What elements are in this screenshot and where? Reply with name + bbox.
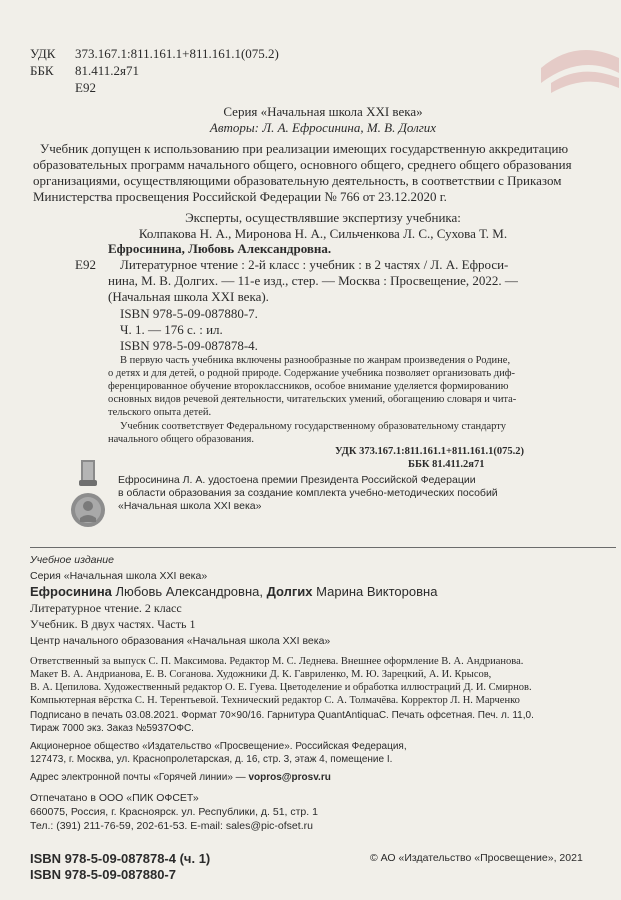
approval-line: Министерства просвещения Российской Федерации № 766 от 23.12.2020 г. <box>33 189 447 204</box>
printer-line: 660075, Россия, г. Красноярск. ул. Республики, д. 51, стр. 1 <box>30 806 318 818</box>
approval-line: Учебник допущен к использованию при реализации имеющих государственную аккредитацию <box>40 141 569 156</box>
separator-rule <box>30 547 616 548</box>
bbk-value: 81.411.2я71 <box>75 63 139 78</box>
printer-line: Отпечатано в ООО «ПИК ОФСЕТ» <box>30 792 199 804</box>
approval-line: образовательных программ начального общего, основного общего, среднего общего образования <box>33 157 572 172</box>
card-isbn2: ISBN 978-5-09-087878-4. <box>120 338 258 353</box>
annotation-line: Учебник соответствует Федеральному государственному образовательному стандарту <box>120 421 506 432</box>
colophon-center: Центр начального образования «Начальная школа XXI века» <box>30 635 331 647</box>
credits-line: Ответственный за выпуск С. П. Максимова. Редактор М. С. Леднева. Внешнее оформление В. А. Андрианова. <box>30 656 524 667</box>
colophon-authors <box>30 584 437 600</box>
colophon-subtitle: Учебник. В двух частях. Часть 1 <box>30 617 196 631</box>
annotation-line: о детях и для детей, о родной природе. Содержание учебника позволяет организовать диф- <box>108 368 516 379</box>
hotline-label: Адрес электронной почты «Горячей линии» — <box>30 772 249 783</box>
print-info-line: Тираж 7000 экз. Заказ №5937ОФС. <box>30 723 194 734</box>
annotation-line: В первую часть учебника включены разнообразные по жанрам произведения о Родине, <box>120 355 511 366</box>
annotation-line: ференцированное обучение второклассников, особое внимание уделяется формированию <box>108 381 509 392</box>
card-bbk: ББК 81.411.2я71 <box>408 459 485 470</box>
colophon-series: Серия «Начальная школа XXI века» <box>30 570 208 582</box>
award-line: Ефросинина Л. А. удостоена премии Президента Российской Федерации <box>118 474 476 486</box>
card-line: Литературное чтение : 2-й класс : учебник : в 2 частях / Л. А. Ефроси- <box>120 257 509 272</box>
author2-name: Марина Викторовна <box>312 584 438 599</box>
hotline-email-link[interactable]: vopros@prosv.ru <box>248 772 331 783</box>
annotation-line: тельского опыта детей. <box>108 407 212 418</box>
udk-label: УДК <box>30 46 56 61</box>
card-isbn1: ISBN 978-5-09-087880-7. <box>120 306 258 321</box>
card-line: нина, М. В. Долгих. — 11-е изд., стер. — Москва : Просвещение, 2022. — <box>108 273 518 288</box>
author1-surname: Ефросинина <box>30 584 112 599</box>
printer-line: Тел.: (391) 211-76-59, 202-61-53. E-mail: sales@pic-ofset.ru <box>30 820 313 832</box>
colophon-title: Литературное чтение. 2 класс <box>30 601 182 615</box>
publisher-line: 127473, г. Москва, ул. Краснопролетарская, д. 16, стр. 3, этаж 4, помещение I. <box>30 754 393 765</box>
publisher-line: Акционерное общество «Издательство «Просвещение». Российская Федерация, <box>30 741 407 752</box>
isbn-part1: ISBN 978-5-09-087878-4 (ч. 1) <box>30 851 211 866</box>
card-part: Ч. 1. — 176 с. : ил. <box>120 322 223 337</box>
card-udk: УДК 373.167.1:811.161.1+811.161.1(075.2) <box>335 446 525 457</box>
edition-type: Учебное издание <box>30 554 114 566</box>
bbk-label: ББК <box>30 63 54 78</box>
experts-title: Эксперты, осуществлявшие экспертизу учебника: <box>185 210 461 225</box>
print-info-line: Подписано в печать 03.08.2021. Формат 70×90/16. Гарнитура QuantAntiquaC. Печать офсетная. Печ. л. 11,0. <box>30 710 534 721</box>
copyright: © АО «Издательство «Просвещение», 2021 <box>370 852 583 864</box>
annotation-line: начального общего образования. <box>108 434 254 445</box>
credits-line: Макет В. А. Андрианова, Е. В. Соганова. Художники Д. К. Гавриленко, М. Ю. Зарецкий, А. И. Крысов, <box>30 669 492 680</box>
credits-line: Компьютерная вёрстка С. Н. Терентьевой. Технический редактор С. А. Толмачёва. Корректор Л. Н. Марченко <box>30 695 520 706</box>
card-heading: Ефросинина, Любовь Александровна. <box>108 241 332 256</box>
authors-line: Авторы: Л. А. Ефросинина, М. В. Долгих <box>209 120 437 135</box>
card-mark: Е92 <box>75 257 96 272</box>
udk-value: 373.167.1:811.161.1+811.161.1(075.2) <box>75 46 279 61</box>
isbn-set: ISBN 978-5-09-087880-7 <box>30 867 176 882</box>
series-line: Серия «Начальная школа XXI века» <box>223 104 423 119</box>
publisher-logo-watermark <box>531 28 621 98</box>
card-line: (Начальная школа XXI века). <box>108 289 269 304</box>
medal-icon <box>70 460 106 530</box>
annotation-line: основных видов речевой деятельности, читательских умений, обогащению словаря и чита- <box>108 394 517 405</box>
author2-surname: Долгих <box>266 584 313 599</box>
approval-line: организациями, осуществляющими образовательную деятельность, в соответствии с Приказом <box>33 173 562 188</box>
award-line: «Начальная школа XXI века» <box>118 500 262 512</box>
author-mark: Е92 <box>75 80 96 95</box>
credits-line: В. А. Цепилова. Художественный редактор О. Е. Гуева. Цветоделение и обработка иллюстраций Д. И. Смирнов. <box>30 682 532 693</box>
award-line: в области образования за создание комплекта учебно-методических пособий <box>118 487 498 499</box>
hotline <box>30 772 331 784</box>
experts-list: Колпакова Н. А., Миронова Н. А., Сильченкова Л. С., Сухова Т. М. <box>138 226 508 241</box>
author1-name: Любовь Александровна, <box>111 584 267 599</box>
